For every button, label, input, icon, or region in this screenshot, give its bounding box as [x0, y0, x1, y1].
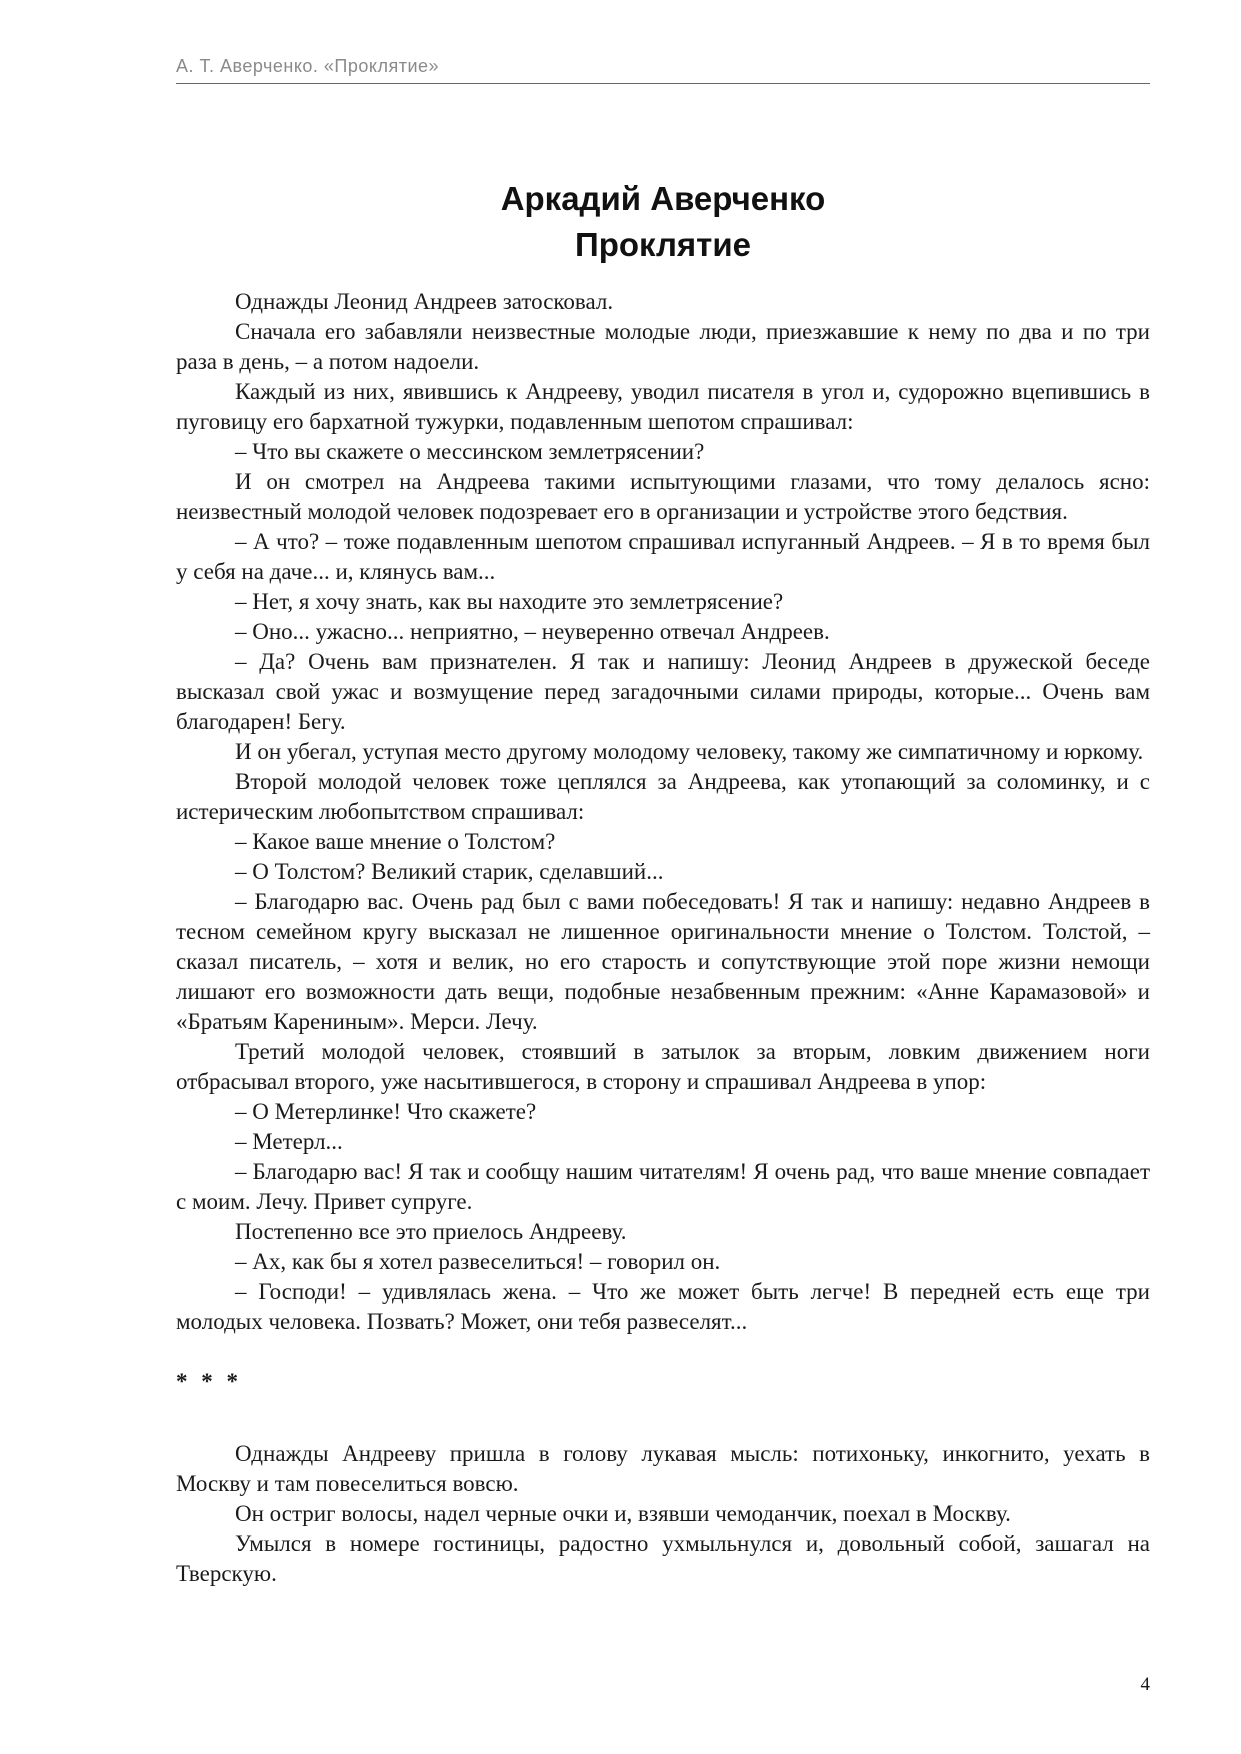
paragraph: Третий молодой человек, стоявший в затылок за вторым, ловким движением ноги отбрасывал второго, уже насытившегося, в сторону и спрашивал Андреева в упор:: [176, 1039, 1150, 1094]
paragraph: – Ах, как бы я хотел развеселиться! – говорил он.: [235, 1249, 721, 1274]
paragraph: И он убегал, уступая место другому молодому человеку, такому же симпатичному и юркому.: [235, 739, 1144, 764]
page-number: 4: [1140, 1674, 1150, 1695]
paragraph: Он остриг волосы, надел черные очки и, взявши чемоданчик, поехал в Москву.: [235, 1501, 1011, 1526]
paragraph: Каждый из них, явившись к Андрееву, уводил писателя в угол и, судорожно вцепившись в пуговицу его бархатной тужурки, подавленным шепотом спрашивал:: [176, 379, 1150, 434]
title-block: [176, 176, 1150, 268]
paragraph: – Нет, я хочу знать, как вы находите это землетрясение?: [235, 589, 784, 614]
paragraph: – Что вы скажете о мессинском землетрясении?: [235, 439, 705, 464]
running-header: А. Т. Аверченко. «Проклятие»: [176, 56, 1150, 84]
paragraph: – Да? Очень вам признателен. Я так и напишу: Леонид Андреев в дружеской беседе высказал свой ужас и возмущение перед загадочными силами природы, которые... Очень вам благодарен! Бегу.: [176, 649, 1150, 734]
paragraph: Однажды Леонид Андреев затосковал.: [235, 289, 614, 314]
paragraph: – Метерл...: [235, 1129, 343, 1154]
paragraph: Постепенно все это приелось Андрееву.: [235, 1219, 627, 1244]
paragraph: Умылся в номере гостиницы, радостно ухмыльнулся и, довольный собой, зашагал на Тверскую.: [176, 1531, 1150, 1586]
paragraph: И он смотрел на Андреева такими испытующими глазами, что тому делалось ясно: неизвестный молодой человек подозревает его в организации и устройстве этого бедствия.: [176, 469, 1150, 524]
paragraph: – Какое ваше мнение о Толстом?: [235, 829, 556, 854]
paragraph: – Оно... ужасно... неприятно, – неуверенно отвечал Андреев.: [235, 619, 830, 644]
paragraph: – О Метерлинке! Что скажете?: [235, 1099, 537, 1124]
paragraph: – А что? – тоже подавленным шепотом спрашивал испуганный Андреев. – Я в то время был у себя на даче... и, клянусь вам...: [176, 529, 1150, 584]
work-title: Проклятие: [575, 226, 751, 263]
paragraph: – Господи! – удивлялась жена. – Что же может быть легче! В передней есть еще три молодых человека. Позвать? Может, они тебя развеселят...: [176, 1279, 1150, 1334]
paragraph: Сначала его забавляли неизвестные молодые люди, приезжавшие к нему по два и по три раза в день, – а потом надоели.: [176, 319, 1150, 374]
paragraph: – Благодарю вас! Я так и сообщу нашим читателям! Я очень рад, что ваше мнение совпадает с моим. Лечу. Привет супруге.: [176, 1159, 1150, 1214]
author-name: Аркадий Аверченко: [500, 180, 826, 217]
paragraph: – Благодарю вас. Очень рад был с вами побеседовать! Я так и напишу: недавно Андреев в тесном семейном кругу высказал не лишенное оригинальности мнение о Толстом. Толстой, – сказал писатель, – хотя и велик, но его старость и сопутствующие этой поре жизни немощи лишают его возможности дать вещи, подобные незабвенным прежним: «Анне Карамазовой» и «Братьям Карениным». Мерси. Лечу.: [176, 889, 1150, 1034]
paragraph: Второй молодой человек тоже цеплялся за Андреева, как утопающий за соломинку, и с истерическим любопытством спрашивал:: [176, 769, 1150, 824]
paragraph: Однажды Андрееву пришла в голову лукавая мысль: потихоньку, инкогнито, уехать в Москву и там повеселиться вовсю.: [176, 1441, 1150, 1496]
body-text: [176, 287, 1150, 1589]
section-divider: * * *: [176, 1369, 242, 1394]
paragraph: – О Толстом? Великий старик, сделавший...: [235, 859, 664, 884]
